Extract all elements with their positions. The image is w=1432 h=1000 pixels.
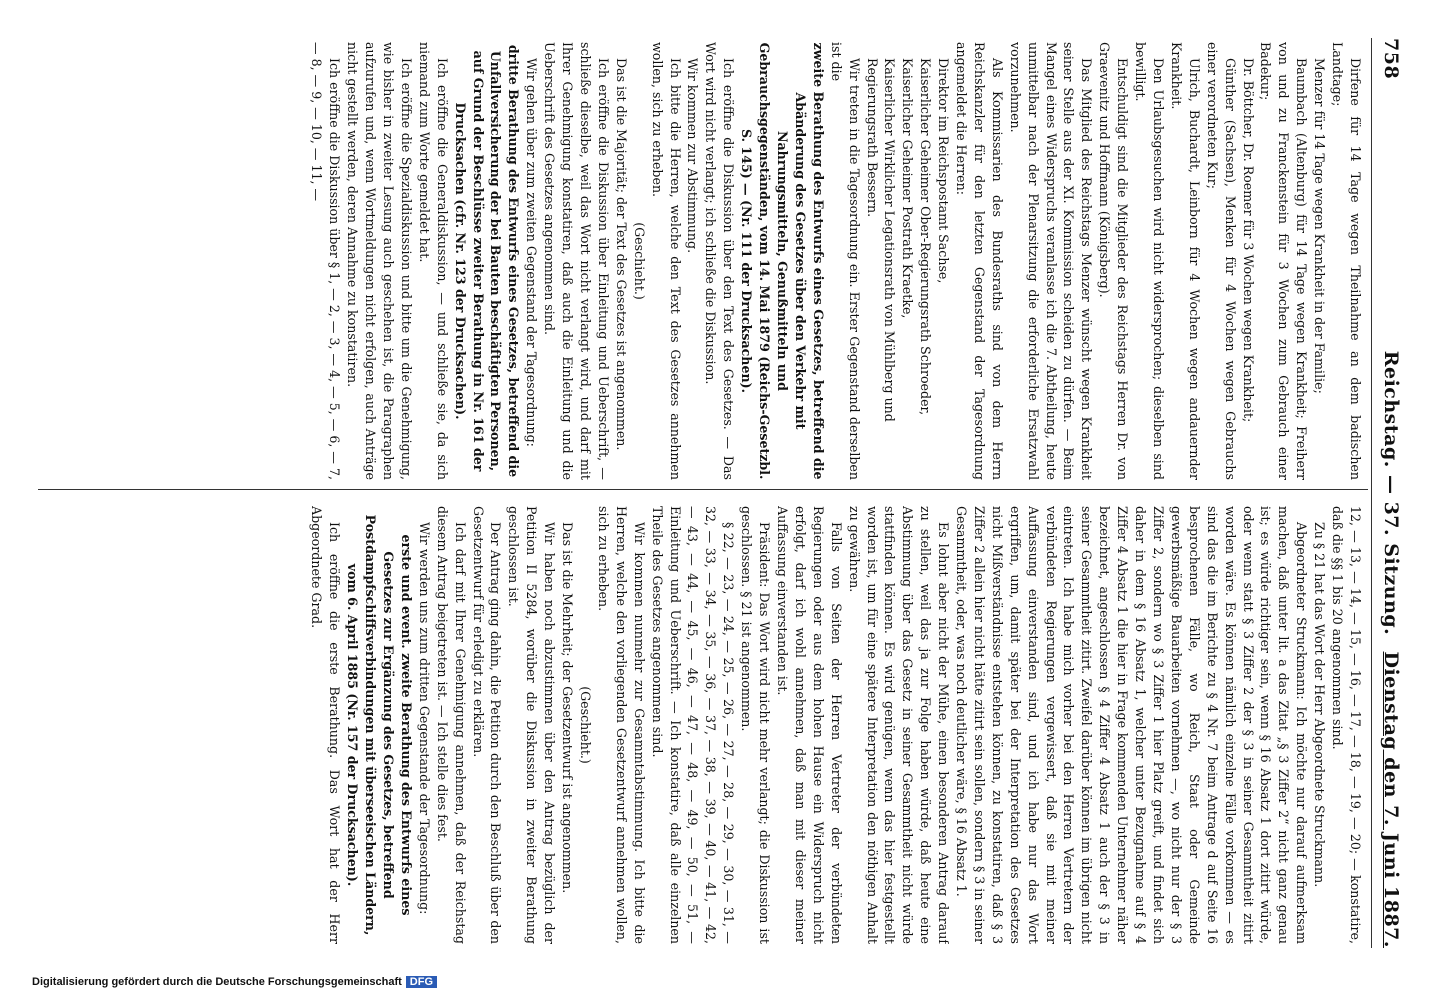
paragraph: § 22, — 23, — 24, — 25, — 26, — 27, — 28, — 29, — 30, — 31, — 32, — 33, — 34, — 35, — 36, — 37, — 38, — 39, — 40, — 41, — 42, — 43, — 44, — 45, — 46, — 47, — 48, — 49, — 50, — 51, — Einleitung und Ueberschrift. — Ich konstatire, daß alle einzelnen Theile des Gesetzes angenommen sind. [649,506,737,944]
digitization-note [32,970,1392,988]
paragraph: Wir treten in die Tagesordnung ein. Erster Gegenstand derselben ist die [828,42,862,480]
paragraph: Das ist die Majorität; der Text des Gesetzes ist angenommen. [613,58,629,451]
paragraph: Wir gehen über zum zweiten Gegenstand der Tagesordnung: [524,58,540,447]
page-header [1376,38,1402,948]
paragraph: Ulrich, Buchardt, Leinborn für 4 Wochen wegen andauernder Krankheit. [1168,42,1202,480]
right-column [44,506,1364,944]
paragraph: Es lohnt aber nicht der Mühe, einen besonderen Antrag darauf zu stellen, weil das ja zur Folge haben würde, daß heute eine Abstimmung über das Gesetz in seiner Gesammtheit nicht würde stattfinden können. Es wird genügen, wenn das hier festgestellt worden ist, um für eine spätere Interpretation den nöthigen Anhalt zu gewähren. [846,506,952,944]
paragraph: Wir kommen zur Abstimmung. [685,58,701,254]
digitization-credit: Digitalisierung gefördert durch die Deutsche Forschungsgemeinschaft DFG [32,976,437,988]
paragraph: 12, — 13, — 14, — 15, — 16, — 17, — 18, — 19, — 20; — konstatire, daß die §§ 1 bis 20 angenommen sind. [1330,506,1363,944]
paragraph: Regierungsrath Bessern. [864,58,880,218]
paragraph: Ich eröffne die Diskussion über den Text des Gesetzes. — Das Wort wird nicht verlangt; ich schließe die Diskussion. [703,42,737,480]
paragraph: Falls von Seiten der Herren Vertreter der verbündeten Regierungen oder aus dem hohen Hause ein Widerspruch nicht erfolgt, darf ich wohl annehmen, daß man mit dieser meiner Auffassung einverstanden ist. [775,506,844,944]
paragraph: Direktor im Reichspostamt Sachse, [936,58,952,284]
speech-paragraph: Präsident: Das Wort wird nicht mehr verlangt; die Diskussion ist geschlossen. § 21 ist angenommen. [739,506,773,944]
paragraph: Ich bitte die Herren, welche den Text des Gesetzes annehmen wollen, sich zu erheben. [649,42,683,480]
paragraph: Dirfene für 14 Tage wegen Theilnahme an dem badischen Landtage; [1330,42,1363,480]
paragraph: Wir kommen nunmehr zur Gesammtabstimmung. Ich bitte die Herren, welche den vorliegenden Gesetzentwurf annehmen wollen, sich zu erheben. [595,506,647,944]
page-title: Reichstag. — 37. Sitzung. [1380,350,1402,636]
paragraph: Kaiserlicher Wirklicher Legationsrath von Mühlberg und [882,58,898,422]
paragraph: Wir werden uns zum dritten Gegenstande der Tagesordnung: [416,522,432,915]
paragraph: Dr. Böttcher, Dr. Roemer für 3 Wochen wegen Krankheit; [1240,58,1256,423]
left-column [44,42,1364,480]
paragraph: Als Kommissarien des Bundesraths sind von dem Herrn Reichskanzler für den letzten Gegenstand der Tagesordnung angemeldet die Herren: [954,42,1005,480]
paragraph: Baumbach (Altenburg) für 14 Tage wegen Krankheit; Freiherr von und zu Franckenstein für 3 Wochen zum Gebrauch einer Badekur; [1258,42,1310,480]
paragraph: Ich eröffne die erste Berathung. Das Wort hat der Herr Abgeordnete Grad. [309,506,343,944]
agenda-item-heading: zweite Berathung des Entwurfs eines Gesetzes, betreffend die Abänderung des Gesetzes über den Verkehr mit Nahrungsmitteln, Genußmitteln und Gebrauchsgegenständen, vom 14. Mai 1879 (Reichs-Gesetzbl. S. 145) — (Nr. 111 der Drucksachen). [739,42,826,480]
page-date: Dienstag den 7. Juni 1887. [1380,651,1402,948]
paragraph: Günther (Sachsen), Menken für 4 Wochen wegen Gebrauchs einer verordneten Kur; [1204,42,1238,480]
paragraph: Ich eröffne die Diskussion über § 1, — 2, — 3, — 4, — 5, — 6, — 7, — 8, — 9, — 10, — 11, — [309,42,343,480]
agenda-item-heading: dritte Berathung des Entwurfs eines Gesetzes, betreffend die Unfallversicherung der bei Bauten beschäftigten Personen, auf Grund der Beschlüsse zweiter Berathung in Nr. 161 der Drucksachen (cfr. Nr. 123 der Drucksachen). [452,44,522,478]
paragraph: Kaiserlicher Geheimer Postrath Kraetke, [900,58,916,319]
paragraph: Den Urlaubsgesuchen wird nicht widersprochen; dieselben sind bewilligt. [1133,42,1167,480]
paragraph: Das Mitglied des Reichstags Menzer wünscht wegen Krankheit seiner Stelle aus der XI. Kommission scheiden zu dürfen. — Beim Mangel eines Widerspruchs veranlasse ich die 7. Abtheilung, heute unmittelbar nach der Plenarsitzung die erforderliche Ersatzwahl vorzunehmen. [1007,42,1095,480]
agenda-item-heading: erste und event. zweite Berathung des Entwurfs eines Gesetzes zur Ergänzung des Gesetzes, betreffend Postdampfschiffsverbindungen mit überseeischen Ländern, vom 6. April 1885 (Nr. 157 der Drucksachen). [345,514,414,936]
paragraph: Ich eröffne die Spezialdiskussion und bitte um die Genehmigung, wie bisher in zweiter Lesung auch geschehen ist, die Paragraphen aufzurufen und, wenn Wortmeldungen nicht erfolgen, auch Anträge nicht gestellt werden, deren Annahme zu konstatiren. [345,42,414,480]
paragraph: Menzer für 14 Tage wegen Krankheit in der Familie; [1312,58,1328,394]
paragraph: Ich eröffne die Diskussion über Einleitung und Ueberschrift, — schließe dieselbe, weil das Wort nicht verlangt wird, und darf mit Ihrer Genehmigung konstatiren, daß auch die Einleitung und die Ueberschrift des Gesetzes angenommen sind. [542,42,611,480]
page-number: 758 [1380,38,1402,80]
paragraph: Kaiserlicher Geheimer Ober-Regierungsrath Schroeder, [918,58,934,416]
paragraph: Ich darf mit Ihrer Genehmigung annehmen, daß der Reichstag diesem Antrag beigetreten ist. — Ich stelle dies fest. [434,506,468,944]
header-rule [1371,38,1372,948]
paragraph: Der Antrag ging dahin, die Petition durch den Beschluß über den Gesetzentwurf für erledigt zu erklären. [470,506,504,944]
column-divider [38,489,1368,490]
stage-direction: (Geschieht.) [578,686,594,764]
stage-direction: (Geschieht.) [631,222,647,300]
dfg-logo: DFG [406,976,437,988]
paragraph: Wir haben noch abzustimmen über den Antrag bezüglich der Petition II 5284, worüber die Diskussion in zweiter Berathung geschlossen ist. [506,506,558,944]
paragraph: Ich eröffne die Generaldiskussion, — und schließe sie, da sich niemand zum Worte gemeldet hat. [416,42,450,480]
paragraph: Zu § 21 hat das Wort der Herr Abgeordnete Struckmann. [1312,522,1328,888]
paragraph: Entschuldigt sind die Mitglieder des Reichstags Herren Dr. von Graevenitz und Hoffmann (Königsberg). [1097,42,1131,480]
paragraph: Das ist die Mehrheit; der Gesetzentwurf ist angenommen. [560,522,576,894]
speech-paragraph: Abgeordneter Struckmann: Ich möchte nur darauf aufmerksam machen, daß unter lit. a das Zitat „§ 3 Ziffer 2“ nicht ganz genau ist; es würde richtiger sein, wenn § 16 Absatz 1 dort zitirt würde, oder wenn statt § 3 Ziffer 2 der § 3 in seiner Gesammtheit zitirt worden wäre. Es können nämlich einzelne Fälle vorkommen — es sind das die im Berichte zu § 4 Nr. 7 beim Antrage d auf Seite 16 besprochenen Fälle, wo Reich, Staat oder Gemeinde gewerbsmäßige Bauarbeiten vornehmen —, wo nicht nur der § 3 Ziffer 2, sondern wo § 3 Ziffer 1 hier Platz greift, und findet sich daher in dem § 16 Absatz 1, welcher unter Bezugnahme auf § 4 Ziffer 4 Absatz 1 die hier in Frage kommenden Unternehmer näher bezeichnet, angeschlossen § 4 Ziffer 4 Absatz 1 auch der § 3 in seiner Gesammtheit zitirt. Zweifel darüber können im übrigen nicht eintreten. Ich habe mich vorher bei den Herren Vertretern der verbündeten Regierungen vergewissert, daß sie mit meiner Auffassung einverstanden sind, und ich habe nur das Wort ergriffen, um, damit später bei der Interpretation des Gesetzes nicht Mißverständnisse entstehen können, zu konstatiren, daß § 3 Ziffer 2 allein hier nicht hätte zitirt sein sollen, sondern § 3 in seiner Gesammtheit, oder, was noch deutlicher wäre, § 16 Absatz 1. [954,506,1310,944]
